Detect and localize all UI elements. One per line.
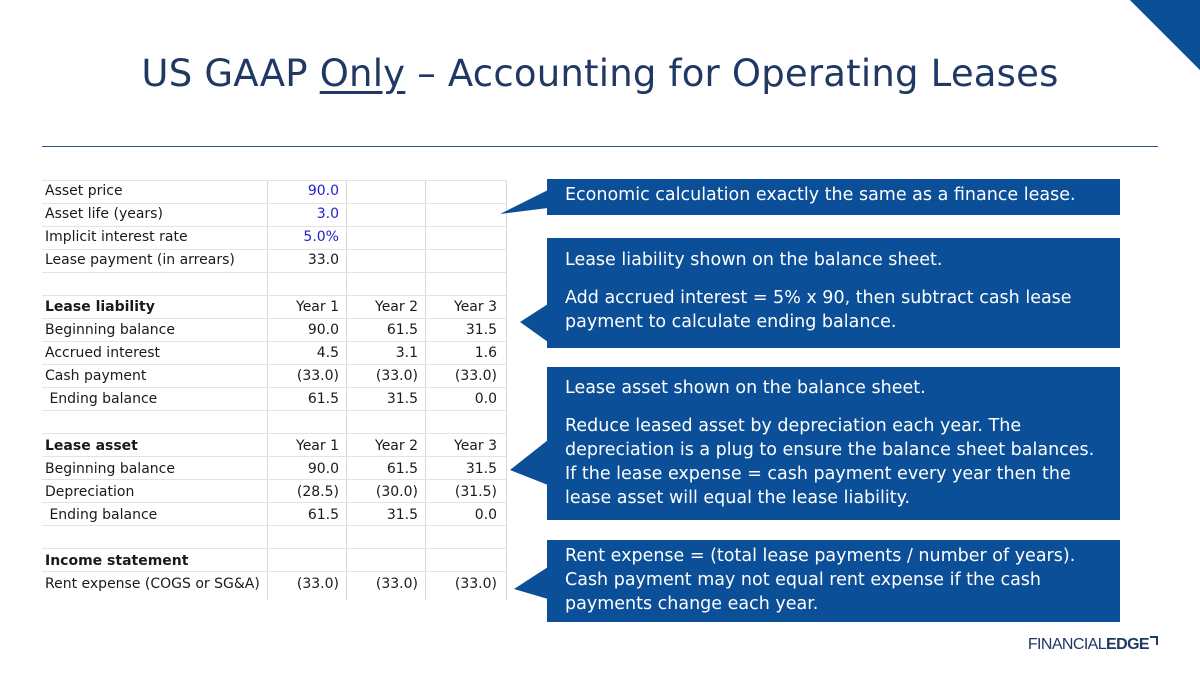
cell-value: (33.0) — [375, 576, 418, 592]
cell-value: 31.5 — [386, 391, 418, 407]
cell-value: (33.0) — [454, 368, 497, 384]
cell-value: 31.5 — [465, 461, 497, 477]
row-label: Accrued interest — [45, 345, 161, 361]
callout-economic — [547, 179, 1120, 215]
row-label: Beginning balance — [45, 322, 175, 338]
table-row — [42, 342, 504, 365]
row-label: Ending balance — [45, 507, 158, 523]
input-label: Implicit interest rate — [45, 229, 188, 245]
year-header: Year 1 — [296, 438, 339, 454]
input-row-lease-payment — [42, 249, 346, 272]
row-label: Cash payment — [45, 368, 147, 384]
lease-liability-header — [42, 296, 504, 319]
callout-pointer — [498, 190, 548, 220]
input-label: Asset price — [45, 183, 123, 199]
cell-value: 61.5 — [386, 322, 418, 338]
year-header: Year 3 — [454, 438, 497, 454]
cell-value: 31.5 — [386, 507, 418, 523]
cell-value: 90.0 — [307, 322, 339, 338]
callout-text: Lease liability shown on the balance sheet. — [565, 250, 943, 270]
row-label: Depreciation — [45, 484, 135, 500]
callout-lease-asset — [547, 367, 1120, 520]
cell-value: (33.0) — [454, 576, 497, 592]
callout-pointer — [508, 430, 548, 490]
logo-text-light: FINANCIAL — [1027, 636, 1107, 653]
table-row — [42, 573, 504, 596]
callout-text: Add accrued interest = 5% x 90, then subtract cash lease payment to calculate ending balance. — [565, 288, 1072, 332]
table-row — [42, 458, 504, 481]
year-header: Year 3 — [454, 299, 497, 315]
cell-value: (33.0) — [296, 368, 339, 384]
year-header: Year 1 — [296, 299, 339, 315]
cell-value: 3.1 — [395, 345, 418, 361]
income-statement-header — [42, 550, 267, 573]
callout-text: Reduce leased asset by depreciation each year. The depreciation is a plug to ensure the balance sheet balances. If the lease expense = cash payment every year then the lease asset will equal the lease liability. — [565, 416, 1095, 508]
callout-text: Lease asset shown on the balance sheet. — [565, 378, 926, 398]
cell-value: 4.5 — [316, 345, 339, 361]
gridline — [42, 548, 507, 549]
callout-pointer — [512, 565, 548, 605]
title-underlined: Only — [319, 52, 406, 95]
input-value: 90.0 — [307, 183, 339, 199]
input-value: 5.0% — [303, 229, 339, 245]
table-row — [42, 365, 504, 388]
input-row-asset-life — [42, 203, 346, 226]
row-label: Beginning balance — [45, 461, 175, 477]
table-row — [42, 481, 504, 504]
year-header: Year 2 — [375, 299, 418, 315]
cell-value: 61.5 — [386, 461, 418, 477]
logo-text-heavy: EDGE — [1106, 636, 1149, 653]
cell-value: 31.5 — [465, 322, 497, 338]
gridline — [42, 433, 507, 434]
input-label: Asset life (years) — [45, 206, 163, 222]
callout-rent-expense — [547, 540, 1120, 622]
input-value: 3.0 — [316, 206, 339, 222]
title-suffix: – Accounting for Operating Leases — [405, 52, 1059, 95]
gridline — [42, 272, 507, 273]
title-prefix: US GAAP — [141, 52, 320, 95]
callout-pointer — [518, 290, 548, 350]
cell-value: 1.6 — [474, 345, 497, 361]
cell-value: (33.0) — [375, 368, 418, 384]
cell-value: 90.0 — [307, 461, 339, 477]
cell-value: (33.0) — [296, 576, 339, 592]
callout-lease-liability — [547, 238, 1120, 348]
input-value: 33.0 — [307, 252, 339, 268]
cell-value: 0.0 — [474, 507, 497, 523]
slide-title — [0, 52, 1200, 95]
cell-value: (28.5) — [296, 484, 339, 500]
row-label: Ending balance — [45, 391, 158, 407]
section-heading: Income statement — [45, 553, 189, 569]
gridline — [506, 180, 507, 600]
input-label: Lease payment (in arrears) — [45, 252, 235, 268]
cell-value: 61.5 — [307, 391, 339, 407]
year-header: Year 2 — [375, 438, 418, 454]
table-row — [42, 388, 504, 411]
financial-edge-logo — [1028, 636, 1158, 654]
input-row-interest-rate — [42, 226, 346, 249]
cell-value: (31.5) — [454, 484, 497, 500]
table-row — [42, 319, 504, 342]
cell-value: 61.5 — [307, 507, 339, 523]
cell-value: 0.0 — [474, 391, 497, 407]
cell-value: (30.0) — [375, 484, 418, 500]
section-heading: Lease liability — [45, 299, 155, 315]
table-row — [42, 504, 504, 527]
logo-mark-icon — [1150, 636, 1158, 645]
callout-text: Economic calculation exactly the same as a finance lease. — [565, 185, 1076, 205]
section-heading: Lease asset — [45, 438, 138, 454]
row-label: Rent expense (COGS or SG&A) — [45, 576, 260, 592]
callout-text: Rent expense = (total lease payments / number of years). Cash payment may not equal rent expense if the cash payments change each year. — [565, 546, 1076, 614]
title-divider — [42, 146, 1158, 147]
input-row-asset-price — [42, 180, 346, 203]
lease-asset-header — [42, 435, 504, 458]
